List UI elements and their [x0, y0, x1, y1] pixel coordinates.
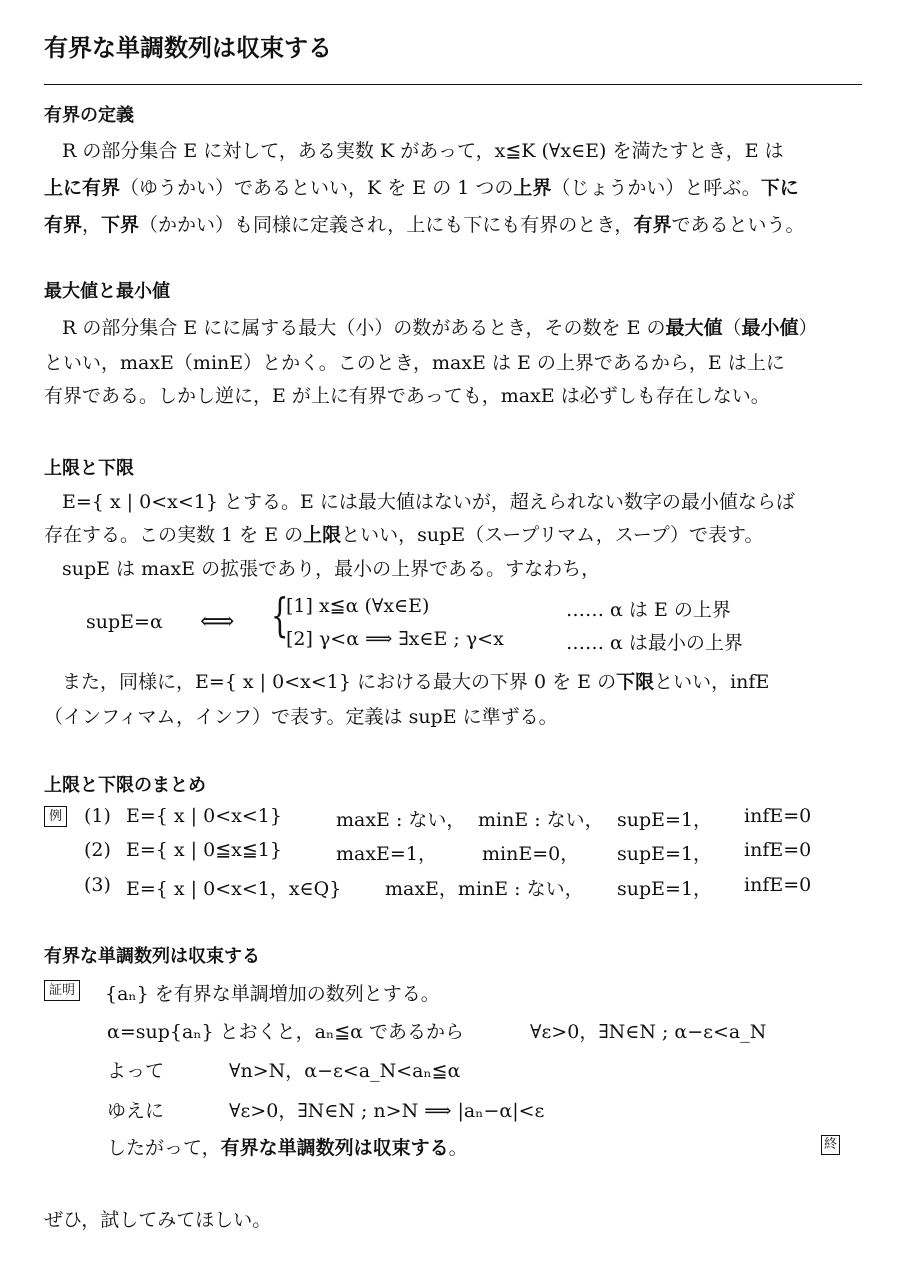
- example-3-inf: infE=0: [744, 874, 812, 896]
- proof-line5-text: したがって，: [107, 1137, 221, 1159]
- closing-line: ぜひ，試してみてほしい。: [44, 1209, 272, 1231]
- proof-line5-end: 。: [448, 1137, 468, 1159]
- page-title: 有界な単調数列は収束する: [44, 34, 332, 62]
- s1-comma: ，: [82, 214, 102, 236]
- example-2-set: E={ x | 0≦x≦1}: [126, 839, 282, 861]
- condition-2-note: …… α は最小の上界: [566, 632, 743, 654]
- s2-paren-close: ）: [798, 317, 818, 339]
- s1-line2-text: （ゆうかい）であるといい，K を E の 1 つの: [120, 177, 514, 199]
- proof-line5: [107, 1133, 468, 1160]
- heading-bounded-definition: 有界の定義: [44, 105, 134, 126]
- term-upper-bounded: 上に有界: [44, 177, 121, 199]
- s2-line1-text: R の部分集合 E にに属する最大（小）の数があるとき，その数を E の: [62, 317, 666, 339]
- term-upper-bound: 上界: [513, 177, 552, 199]
- term-infimum: 下限: [616, 671, 655, 693]
- condition-1: [1] x≦α (∀x∈E): [286, 595, 430, 617]
- heading-sup-inf: 上限と下限: [44, 458, 134, 479]
- term-minimum: 最小値: [741, 317, 799, 339]
- s3-line1: E={ x | 0<x<1} とする。E には最大値はないが，超えられない数字の最小値ならば: [62, 491, 795, 513]
- proof-line2: α=sup{aₙ} とおくと，aₙ≦α であるから: [107, 1021, 465, 1043]
- s2-line2: といい，maxE（minE）とかく。このとき，maxE は E の上界であるから，E は上に: [44, 352, 785, 374]
- example-2-num: (2): [84, 839, 111, 861]
- s3-line5: （インフィマム，インフ）で表す。定義は supE に準ずる。: [44, 706, 558, 728]
- term-lower-bound: 下界: [101, 214, 140, 236]
- s3-line2-text: 存在する。この実数 1 を E の: [44, 524, 304, 546]
- proof-line4-label: ゆえに: [107, 1100, 165, 1122]
- example-1-sup: supE=1，: [617, 809, 713, 831]
- s1-line1: R の部分集合 E に対して，ある実数 K があって，x≦K (∀x∈E) を満たすとき，E は: [62, 140, 784, 162]
- example-2-sup: supE=1，: [617, 843, 713, 865]
- s1-line2-text2: （じょうかい）と呼ぶ。: [551, 177, 761, 199]
- proof-line4-formula: ∀ε>0，∃N∈N ; n>N ⟹ |aₙ−α|<ε: [229, 1100, 545, 1122]
- condition-2: [2] γ<α ⟹ ∃x∈E ; γ<x: [286, 628, 504, 650]
- heading-summary: 上限と下限のまとめ: [44, 775, 206, 796]
- proof-end-mark: 終: [821, 1135, 840, 1155]
- example-1-num: (1): [84, 805, 111, 827]
- s3-line4-text2: といい，infE: [654, 671, 770, 693]
- s3-line2: [44, 520, 763, 547]
- example-1-min: minE : ない，: [478, 809, 604, 831]
- iff-symbol: ⟺: [200, 607, 235, 635]
- example-3-num: (3): [84, 874, 111, 896]
- term-maximum: 最大値: [665, 317, 723, 339]
- s3-line4: [62, 667, 769, 694]
- term-supremum: 上限: [303, 524, 342, 546]
- s3-line2-text2: といい，supE（スープリマム，スープ）で表す。: [341, 524, 764, 546]
- term-bounded-below: 有界: [44, 214, 83, 236]
- s2-paren-open: （: [722, 317, 742, 339]
- proof-line2-formula: ∀ε>0，∃N∈N ; α−ε<a_N: [530, 1021, 767, 1043]
- sup-lhs: supE=α: [86, 611, 163, 633]
- title-rule: [44, 84, 862, 85]
- term-bounded: 有界: [633, 214, 672, 236]
- example-3-set: E={ x | 0<x<1，x∈Q}: [126, 878, 342, 900]
- example-1-inf: infE=0: [744, 805, 812, 827]
- theorem-conclusion: 有界な単調数列は収束する: [220, 1137, 449, 1159]
- brace-symbol: {: [271, 588, 289, 642]
- s3-line3: supE は maxE の拡張であり，最小の上界である。すなわち，: [62, 558, 601, 580]
- example-3-max: maxE，minE : ない，: [385, 878, 584, 900]
- example-1-set: E={ x | 0<x<1}: [126, 805, 282, 827]
- s2-line1: [62, 313, 818, 340]
- s1-line3-text: （かかい）も同様に定義され，上にも下にも有界のとき，: [139, 214, 634, 236]
- s3-line4-text: また，同様に，E={ x | 0<x<1} における最大の下界 0 を E の: [62, 671, 617, 693]
- s1-line2: [44, 173, 799, 200]
- example-3-sup: supE=1，: [617, 878, 713, 900]
- example-2-inf: infE=0: [744, 839, 812, 861]
- condition-1-note: …… α は E の上界: [566, 599, 731, 621]
- proof-line3-formula: ∀n>N，α−ε<a_N<aₙ≦α: [229, 1060, 461, 1082]
- example-label: 例: [44, 806, 67, 827]
- proof-line3-label: よって: [107, 1060, 165, 1082]
- heading-theorem: 有界な単調数列は収束する: [44, 946, 260, 967]
- s2-line3: 有界である。しかし逆に，E が上に有界であっても，maxE は必ずしも存在しない。: [44, 385, 770, 407]
- example-1-max: maxE : ない，: [336, 809, 466, 831]
- example-2-min: minE=0，: [482, 843, 580, 865]
- s1-line3: [44, 210, 804, 237]
- s1-line3-end: であるという。: [671, 214, 805, 236]
- proof-line1: {aₙ} を有界な単調増加の数列とする。: [105, 983, 440, 1005]
- example-2-max: maxE=1，: [336, 843, 437, 865]
- term-lower: 下に: [760, 177, 799, 199]
- heading-max-min: 最大値と最小値: [44, 281, 170, 302]
- proof-label: 証明: [44, 980, 80, 1001]
